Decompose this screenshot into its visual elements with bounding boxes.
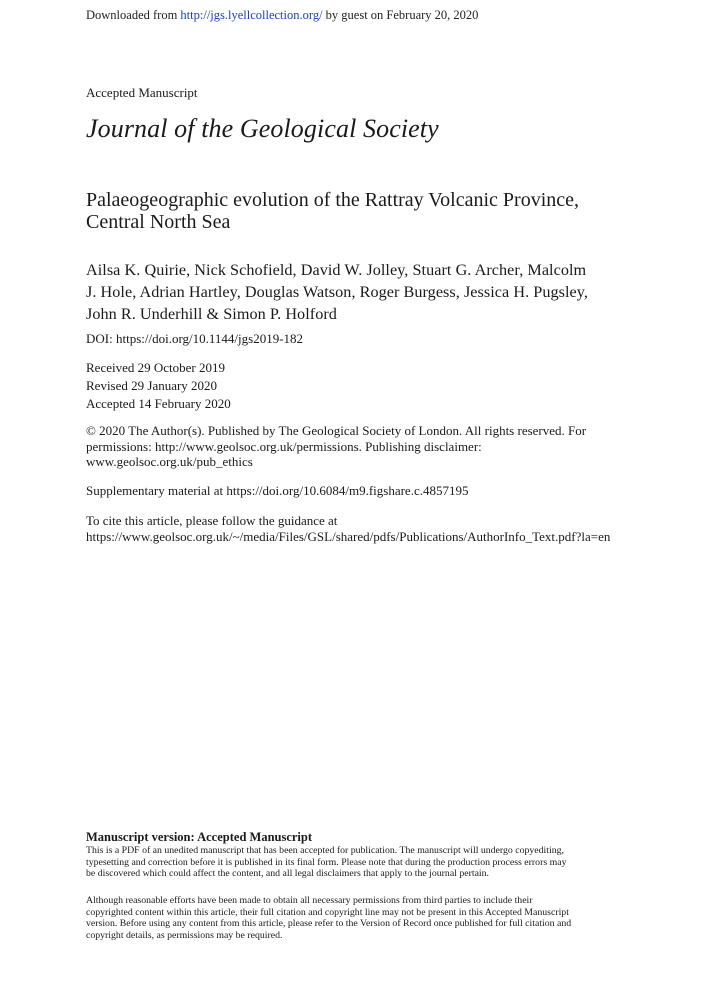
article-title <box>86 189 646 233</box>
copyright-line: © 2020 The Author(s). Published by The Geological Society of London. All rights reserved. For <box>86 423 587 438</box>
author-list <box>86 259 646 325</box>
journal-title: Journal of the Geological Society <box>86 114 439 143</box>
permissions-notice <box>86 895 631 941</box>
received-date: Received 29 October 2019 <box>86 360 225 375</box>
article-title-line: Palaeogeographic evolution of the Rattray Volcanic Province, <box>86 189 580 211</box>
copyright-line: permissions: http://www.geolsoc.org.uk/permissions. Publishing disclaimer: <box>86 438 482 454</box>
permissions-line: copyright details, as permissions may be required. <box>86 929 283 941</box>
citation-guidance <box>86 513 610 544</box>
notice-line: This is a PDF of an unedited manuscript that has been accepted for publication. The manuscript will undergo copyediting, <box>86 845 564 856</box>
notice-line: be discovered which could affect the content, and all legal disclaimers that apply to the journal pertain. <box>86 868 489 879</box>
download-header-suffix: by guest on February 20, 2020 <box>325 8 479 22</box>
download-header <box>86 8 478 23</box>
article-title-line: Central North Sea <box>86 211 231 233</box>
manuscript-notice <box>86 845 626 880</box>
accepted-date: Accepted 14 February 2020 <box>86 396 231 411</box>
supplementary-material-text: Supplementary material at https://doi.org/10.6084/m9.figshare.c.4857195 <box>86 483 469 498</box>
author-line: John R. Underhill & Simon P. Holford <box>86 305 337 323</box>
permissions-line: version. Before using any content from this article, please refer to the Version of Record once published for full citation and <box>86 918 572 929</box>
permissions-line: copyrighted content within this article, their full citation and copyright line may not be present in this Accepted Manuscript <box>86 906 569 918</box>
manuscript-status-label: Accepted Manuscript <box>86 85 198 100</box>
doi-text: DOI: https://doi.org/10.1144/jgs2019-182 <box>86 331 304 346</box>
notice-line: typesetting and correction before it is published in its final form. Please note that during the production process errors may <box>86 856 567 868</box>
download-header-prefix: Downloaded from <box>86 8 178 22</box>
copyright-notice <box>86 423 626 470</box>
citation-guidance-url: https://www.geolsoc.org.uk/~/media/Files/GSL/shared/pdfs/Publications/AuthorInfo_Text.pdf?la=en <box>86 528 611 544</box>
revised-date: Revised 29 January 2020 <box>86 378 218 393</box>
download-source-link[interactable]: http://jgs.lyellcollection.org/ <box>180 8 323 22</box>
author-line: J. Hole, Adrian Hartley, Douglas Watson, Roger Burgess, Jessica H. Pugsley, <box>86 283 588 301</box>
permissions-line: Although reasonable efforts have been made to obtain all necessary permissions from third parties to include their <box>86 895 533 906</box>
publication-dates <box>86 359 231 413</box>
author-line: Ailsa K. Quirie, Nick Schofield, David W. Jolley, Stuart G. Archer, Malcolm <box>86 261 587 279</box>
copyright-line: www.geolsoc.org.uk/pub_ethics <box>86 454 253 469</box>
manuscript-version-heading: Manuscript version: Accepted Manuscript <box>86 830 313 844</box>
citation-guidance-line: To cite this article, please follow the guidance at <box>86 513 338 528</box>
